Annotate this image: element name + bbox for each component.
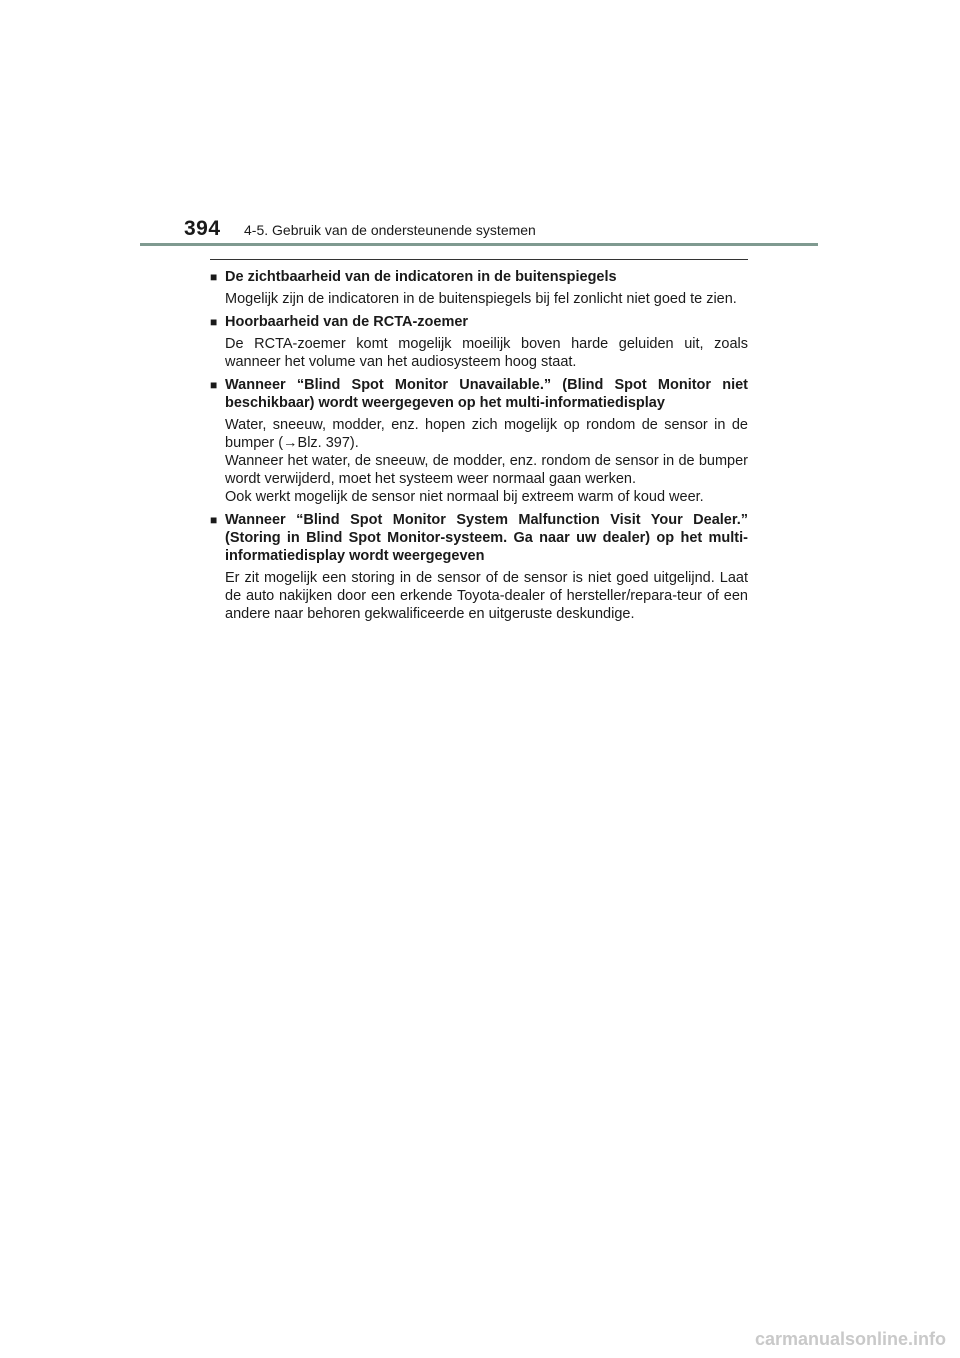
section-heading [210, 313, 748, 331]
section-title: Wanneer “Blind Spot Monitor Unavailable.” (Blind Spot Monitor niet beschikbaar) wordt weergegeven op het multi-informatiedisplay [225, 377, 748, 411]
section-heading [210, 511, 748, 565]
square-bullet-icon: ■ [210, 513, 218, 527]
section-title: Wanneer “Blind Spot Monitor System Malfunction Visit Your Dealer.” (Storing in Blind Spot Monitor-systeem. Ga naar uw dealer) op het multi-informatiedisplay wordt weergegeven [225, 512, 748, 564]
running-header: 4-5. Gebruik van de ondersteunende systemen [244, 222, 536, 238]
section [210, 511, 748, 623]
paragraph: Ook werkt mogelijk de sensor niet normaal bij extreem warm of koud weer. [225, 489, 704, 505]
square-bullet-icon: ■ [210, 315, 218, 329]
content [210, 259, 748, 628]
section-heading [210, 268, 748, 286]
section [210, 313, 748, 371]
section [210, 376, 748, 506]
paragraph: Er zit mogelijk een storing in de sensor of de sensor is niet goed uitgelijnd. Laat de auto nakijken door een erkende Toyota-dealer of hersteller/repara-teur of een andere naar behoren gekwalificeerde en uitgeruste deskundige. [225, 570, 748, 622]
paragraph: Water, sneeuw, modder, enz. hopen zich mogelijk op rondom de sensor in de bumper (→Blz. 397). [225, 417, 748, 451]
paragraph: Mogelijk zijn de indicatoren in de buitenspiegels bij fel zonlicht niet goed te zien. [225, 291, 737, 307]
paragraph: Wanneer het water, de sneeuw, de modder, enz. rondom de sensor in de bumper wordt verwijderd, moet het systeem weer normaal gaan werken. [225, 453, 748, 487]
section-title: De zichtbaarheid van de indicatoren in de buitenspiegels [225, 269, 617, 285]
square-bullet-icon: ■ [210, 270, 218, 284]
section-divider [210, 259, 748, 260]
square-bullet-icon: ■ [210, 378, 218, 392]
header-rule [140, 243, 818, 246]
page-number: 394 [184, 217, 221, 240]
section-heading [210, 376, 748, 412]
section-title: Hoorbaarheid van de RCTA-zoemer [225, 314, 469, 330]
paragraph: De RCTA-zoemer komt mogelijk moeilijk boven harde geluiden uit, zoals wanneer het volume van het audiosysteem hoog staat. [225, 336, 748, 370]
watermark: carmanualsonline.info [754, 1329, 946, 1349]
section [210, 268, 748, 308]
